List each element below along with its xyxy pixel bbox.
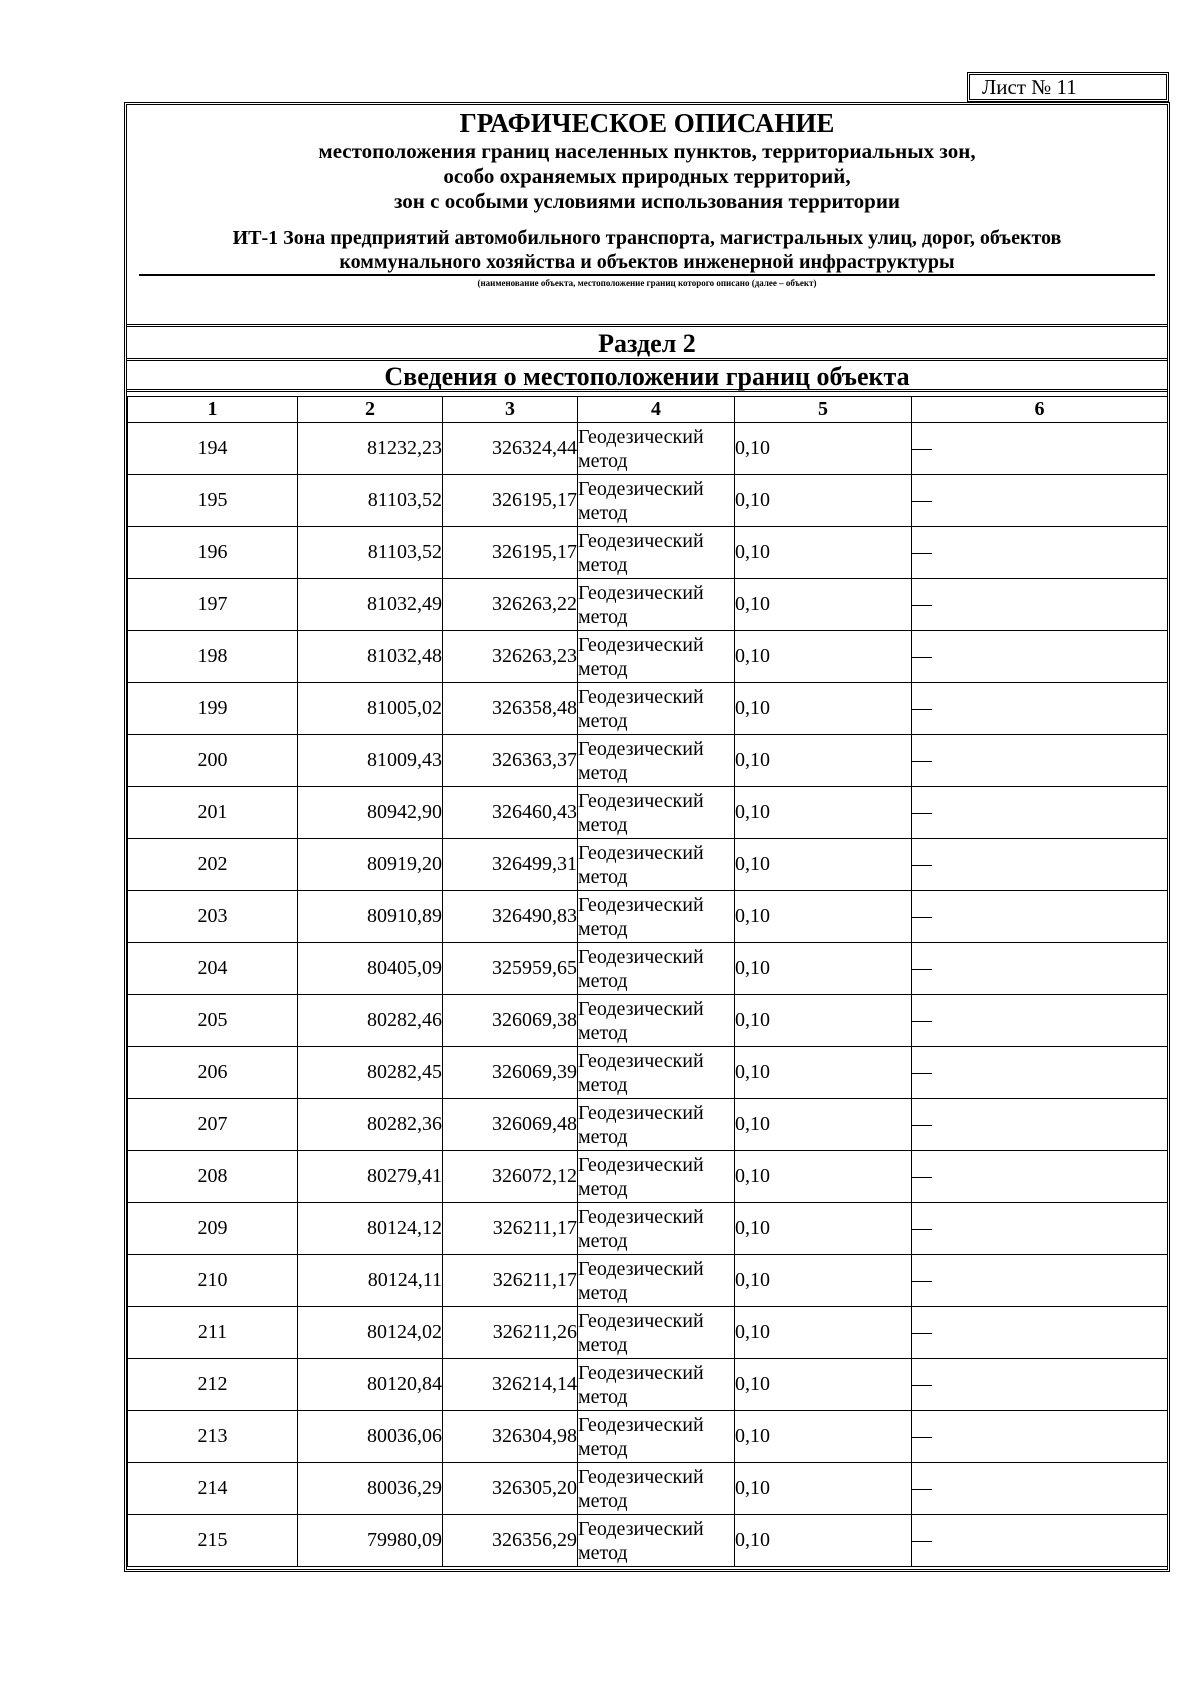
accuracy-cell: 0,10 <box>735 1255 912 1307</box>
coord-y-cell: 326211,26 <box>443 1307 578 1359</box>
document-frame <box>124 102 1170 1572</box>
method-cell: Геодезический метод <box>578 1047 735 1099</box>
coord-x-cell: 81103,52 <box>298 475 443 527</box>
table-row <box>128 423 1168 475</box>
object-underline <box>139 274 1155 276</box>
coord-x-cell: 80124,02 <box>298 1307 443 1359</box>
coord-x-cell: 81009,43 <box>298 735 443 787</box>
method-cell: Геодезический метод <box>578 1359 735 1411</box>
method-cell: Геодезический метод <box>578 1307 735 1359</box>
coord-x-cell: 81032,48 <box>298 631 443 683</box>
column-header: 2 <box>298 397 443 423</box>
table-row <box>128 1411 1168 1463</box>
coord-y-cell: 326214,14 <box>443 1359 578 1411</box>
coord-y-cell: 326072,12 <box>443 1151 578 1203</box>
method-cell: Геодезический метод <box>578 527 735 579</box>
accuracy-cell: 0,10 <box>735 839 912 891</box>
coord-y-cell: 326460,43 <box>443 787 578 839</box>
point-number-cell: 197 <box>128 579 298 631</box>
table-row <box>128 943 1168 995</box>
coord-y-cell: 326195,17 <box>443 475 578 527</box>
table-row <box>128 1307 1168 1359</box>
point-number-cell: 196 <box>128 527 298 579</box>
column-header: 4 <box>578 397 735 423</box>
description-cell: — <box>912 1463 1168 1515</box>
table-row <box>128 631 1168 683</box>
point-number-cell: 209 <box>128 1203 298 1255</box>
coord-x-cell: 81032,49 <box>298 579 443 631</box>
description-cell: — <box>912 579 1168 631</box>
accuracy-cell: 0,10 <box>735 1151 912 1203</box>
method-cell: Геодезический метод <box>578 475 735 527</box>
method-cell: Геодезический метод <box>578 579 735 631</box>
coord-y-cell: 325959,65 <box>443 943 578 995</box>
accuracy-cell: 0,10 <box>735 475 912 527</box>
accuracy-cell: 0,10 <box>735 1203 912 1255</box>
subtitle-line: зон с особыми условиями использования территории <box>393 189 901 213</box>
point-number-cell: 195 <box>128 475 298 527</box>
object-name-line: ИТ-1 Зона предприятий автомобильного транспорта, магистральных улиц, дорог, объектов <box>232 227 1062 249</box>
method-cell: Геодезический метод <box>578 995 735 1047</box>
description-cell: — <box>912 1047 1168 1099</box>
point-number-cell: 202 <box>128 839 298 891</box>
table-row <box>128 527 1168 579</box>
coord-y-cell: 326195,17 <box>443 527 578 579</box>
method-cell: Геодезический метод <box>578 735 735 787</box>
point-number-cell: 204 <box>128 943 298 995</box>
coord-y-cell: 326305,20 <box>443 1463 578 1515</box>
coord-x-cell: 80282,45 <box>298 1047 443 1099</box>
accuracy-cell: 0,10 <box>735 995 912 1047</box>
coord-x-cell: 80919,20 <box>298 839 443 891</box>
description-cell: — <box>912 683 1168 735</box>
description-cell: — <box>912 1515 1168 1567</box>
accuracy-cell: 0,10 <box>735 423 912 475</box>
description-cell: — <box>912 1359 1168 1411</box>
point-number-cell: 213 <box>128 1411 298 1463</box>
table-row <box>128 839 1168 891</box>
table-row <box>128 735 1168 787</box>
coord-x-cell: 80405,09 <box>298 943 443 995</box>
table-row <box>128 891 1168 943</box>
method-cell: Геодезический метод <box>578 631 735 683</box>
method-cell: Геодезический метод <box>578 787 735 839</box>
accuracy-cell: 0,10 <box>735 1411 912 1463</box>
coord-y-cell: 326304,98 <box>443 1411 578 1463</box>
point-number-cell: 203 <box>128 891 298 943</box>
method-cell: Геодезический метод <box>578 891 735 943</box>
table-row <box>128 1463 1168 1515</box>
document-title: ГРАФИЧЕСКОЕ ОПИСАНИЕ <box>459 108 835 138</box>
description-cell: — <box>912 1255 1168 1307</box>
subtitle-line: местоположения границ населенных пунктов, территориальных зон, <box>318 139 976 163</box>
coord-y-cell: 326069,39 <box>443 1047 578 1099</box>
description-cell: — <box>912 1203 1168 1255</box>
method-cell: Геодезический метод <box>578 1463 735 1515</box>
accuracy-cell: 0,10 <box>735 1515 912 1567</box>
accuracy-cell: 0,10 <box>735 943 912 995</box>
accuracy-cell: 0,10 <box>735 1099 912 1151</box>
accuracy-cell: 0,10 <box>735 1307 912 1359</box>
description-cell: — <box>912 1099 1168 1151</box>
description-cell: — <box>912 735 1168 787</box>
coord-x-cell: 80910,89 <box>298 891 443 943</box>
section-subtitle: Сведения о местоположении границ объекта <box>127 358 1167 392</box>
point-number-cell: 194 <box>128 423 298 475</box>
point-number-cell: 210 <box>128 1255 298 1307</box>
method-cell: Геодезический метод <box>578 1515 735 1567</box>
description-cell: — <box>912 839 1168 891</box>
coord-x-cell: 80124,12 <box>298 1203 443 1255</box>
description-cell: — <box>912 527 1168 579</box>
coordinates-table <box>127 396 1168 1567</box>
coord-y-cell: 326490,83 <box>443 891 578 943</box>
document-header <box>127 105 1167 324</box>
coord-x-cell: 80282,36 <box>298 1099 443 1151</box>
object-name-line: коммунального хозяйства и объектов инженерной инфраструктуры <box>339 251 955 273</box>
method-cell: Геодезический метод <box>578 839 735 891</box>
point-number-cell: 214 <box>128 1463 298 1515</box>
accuracy-cell: 0,10 <box>735 579 912 631</box>
method-cell: Геодезический метод <box>578 1255 735 1307</box>
description-cell: — <box>912 1411 1168 1463</box>
table-row <box>128 1255 1168 1307</box>
method-cell: Геодезический метод <box>578 423 735 475</box>
coord-y-cell: 326263,22 <box>443 579 578 631</box>
accuracy-cell: 0,10 <box>735 1047 912 1099</box>
coord-x-cell: 80036,06 <box>298 1411 443 1463</box>
coord-y-cell: 326263,23 <box>443 631 578 683</box>
point-number-cell: 201 <box>128 787 298 839</box>
point-number-cell: 208 <box>128 1151 298 1203</box>
description-cell: — <box>912 995 1168 1047</box>
coord-y-cell: 326211,17 <box>443 1255 578 1307</box>
section-title: Раздел 2 <box>127 324 1167 358</box>
point-number-cell: 212 <box>128 1359 298 1411</box>
point-number-cell: 199 <box>128 683 298 735</box>
coord-y-cell: 326211,17 <box>443 1203 578 1255</box>
coord-x-cell: 81005,02 <box>298 683 443 735</box>
column-header: 1 <box>128 397 298 423</box>
sheet-number: Лист № 11 <box>967 72 1169 102</box>
table-row <box>128 683 1168 735</box>
method-cell: Геодезический метод <box>578 1411 735 1463</box>
coord-x-cell: 80036,29 <box>298 1463 443 1515</box>
coord-x-cell: 80942,90 <box>298 787 443 839</box>
coord-y-cell: 326356,29 <box>443 1515 578 1567</box>
description-cell: — <box>912 423 1168 475</box>
object-note: (наименование объекта, местоположение границ которого описано (далее – объект) <box>477 278 817 288</box>
coord-y-cell: 326069,38 <box>443 995 578 1047</box>
coord-x-cell: 81103,52 <box>298 527 443 579</box>
accuracy-cell: 0,10 <box>735 891 912 943</box>
coord-x-cell: 80120,84 <box>298 1359 443 1411</box>
coord-x-cell: 80279,41 <box>298 1151 443 1203</box>
description-cell: — <box>912 943 1168 995</box>
coord-y-cell: 326358,48 <box>443 683 578 735</box>
column-header: 6 <box>912 397 1168 423</box>
method-cell: Геодезический метод <box>578 1099 735 1151</box>
coord-x-cell: 79980,09 <box>298 1515 443 1567</box>
description-cell: — <box>912 1151 1168 1203</box>
accuracy-cell: 0,10 <box>735 683 912 735</box>
point-number-cell: 211 <box>128 1307 298 1359</box>
coord-x-cell: 80282,46 <box>298 995 443 1047</box>
point-number-cell: 198 <box>128 631 298 683</box>
table-row <box>128 1047 1168 1099</box>
table-row <box>128 1151 1168 1203</box>
accuracy-cell: 0,10 <box>735 1359 912 1411</box>
table-header-row <box>128 397 1168 423</box>
coord-y-cell: 326069,48 <box>443 1099 578 1151</box>
point-number-cell: 205 <box>128 995 298 1047</box>
description-cell: — <box>912 475 1168 527</box>
method-cell: Геодезический метод <box>578 943 735 995</box>
table-row <box>128 475 1168 527</box>
description-cell: — <box>912 631 1168 683</box>
table-row <box>128 579 1168 631</box>
table-row <box>128 1099 1168 1151</box>
accuracy-cell: 0,10 <box>735 1463 912 1515</box>
column-header: 3 <box>443 397 578 423</box>
method-cell: Геодезический метод <box>578 1151 735 1203</box>
point-number-cell: 200 <box>128 735 298 787</box>
point-number-cell: 206 <box>128 1047 298 1099</box>
table-row <box>128 787 1168 839</box>
description-cell: — <box>912 787 1168 839</box>
subtitle-line: особо охраняемых природных территорий, <box>443 164 851 188</box>
coord-y-cell: 326363,37 <box>443 735 578 787</box>
description-cell: — <box>912 1307 1168 1359</box>
point-number-cell: 215 <box>128 1515 298 1567</box>
table-row <box>128 1359 1168 1411</box>
table-row <box>128 995 1168 1047</box>
column-header: 5 <box>735 397 912 423</box>
accuracy-cell: 0,10 <box>735 787 912 839</box>
accuracy-cell: 0,10 <box>735 631 912 683</box>
coord-x-cell: 81232,23 <box>298 423 443 475</box>
method-cell: Геодезический метод <box>578 683 735 735</box>
method-cell: Геодезический метод <box>578 1203 735 1255</box>
point-number-cell: 207 <box>128 1099 298 1151</box>
description-cell: — <box>912 891 1168 943</box>
table-row <box>128 1515 1168 1567</box>
accuracy-cell: 0,10 <box>735 527 912 579</box>
table-row <box>128 1203 1168 1255</box>
accuracy-cell: 0,10 <box>735 735 912 787</box>
coord-x-cell: 80124,11 <box>298 1255 443 1307</box>
coord-y-cell: 326324,44 <box>443 423 578 475</box>
coord-y-cell: 326499,31 <box>443 839 578 891</box>
